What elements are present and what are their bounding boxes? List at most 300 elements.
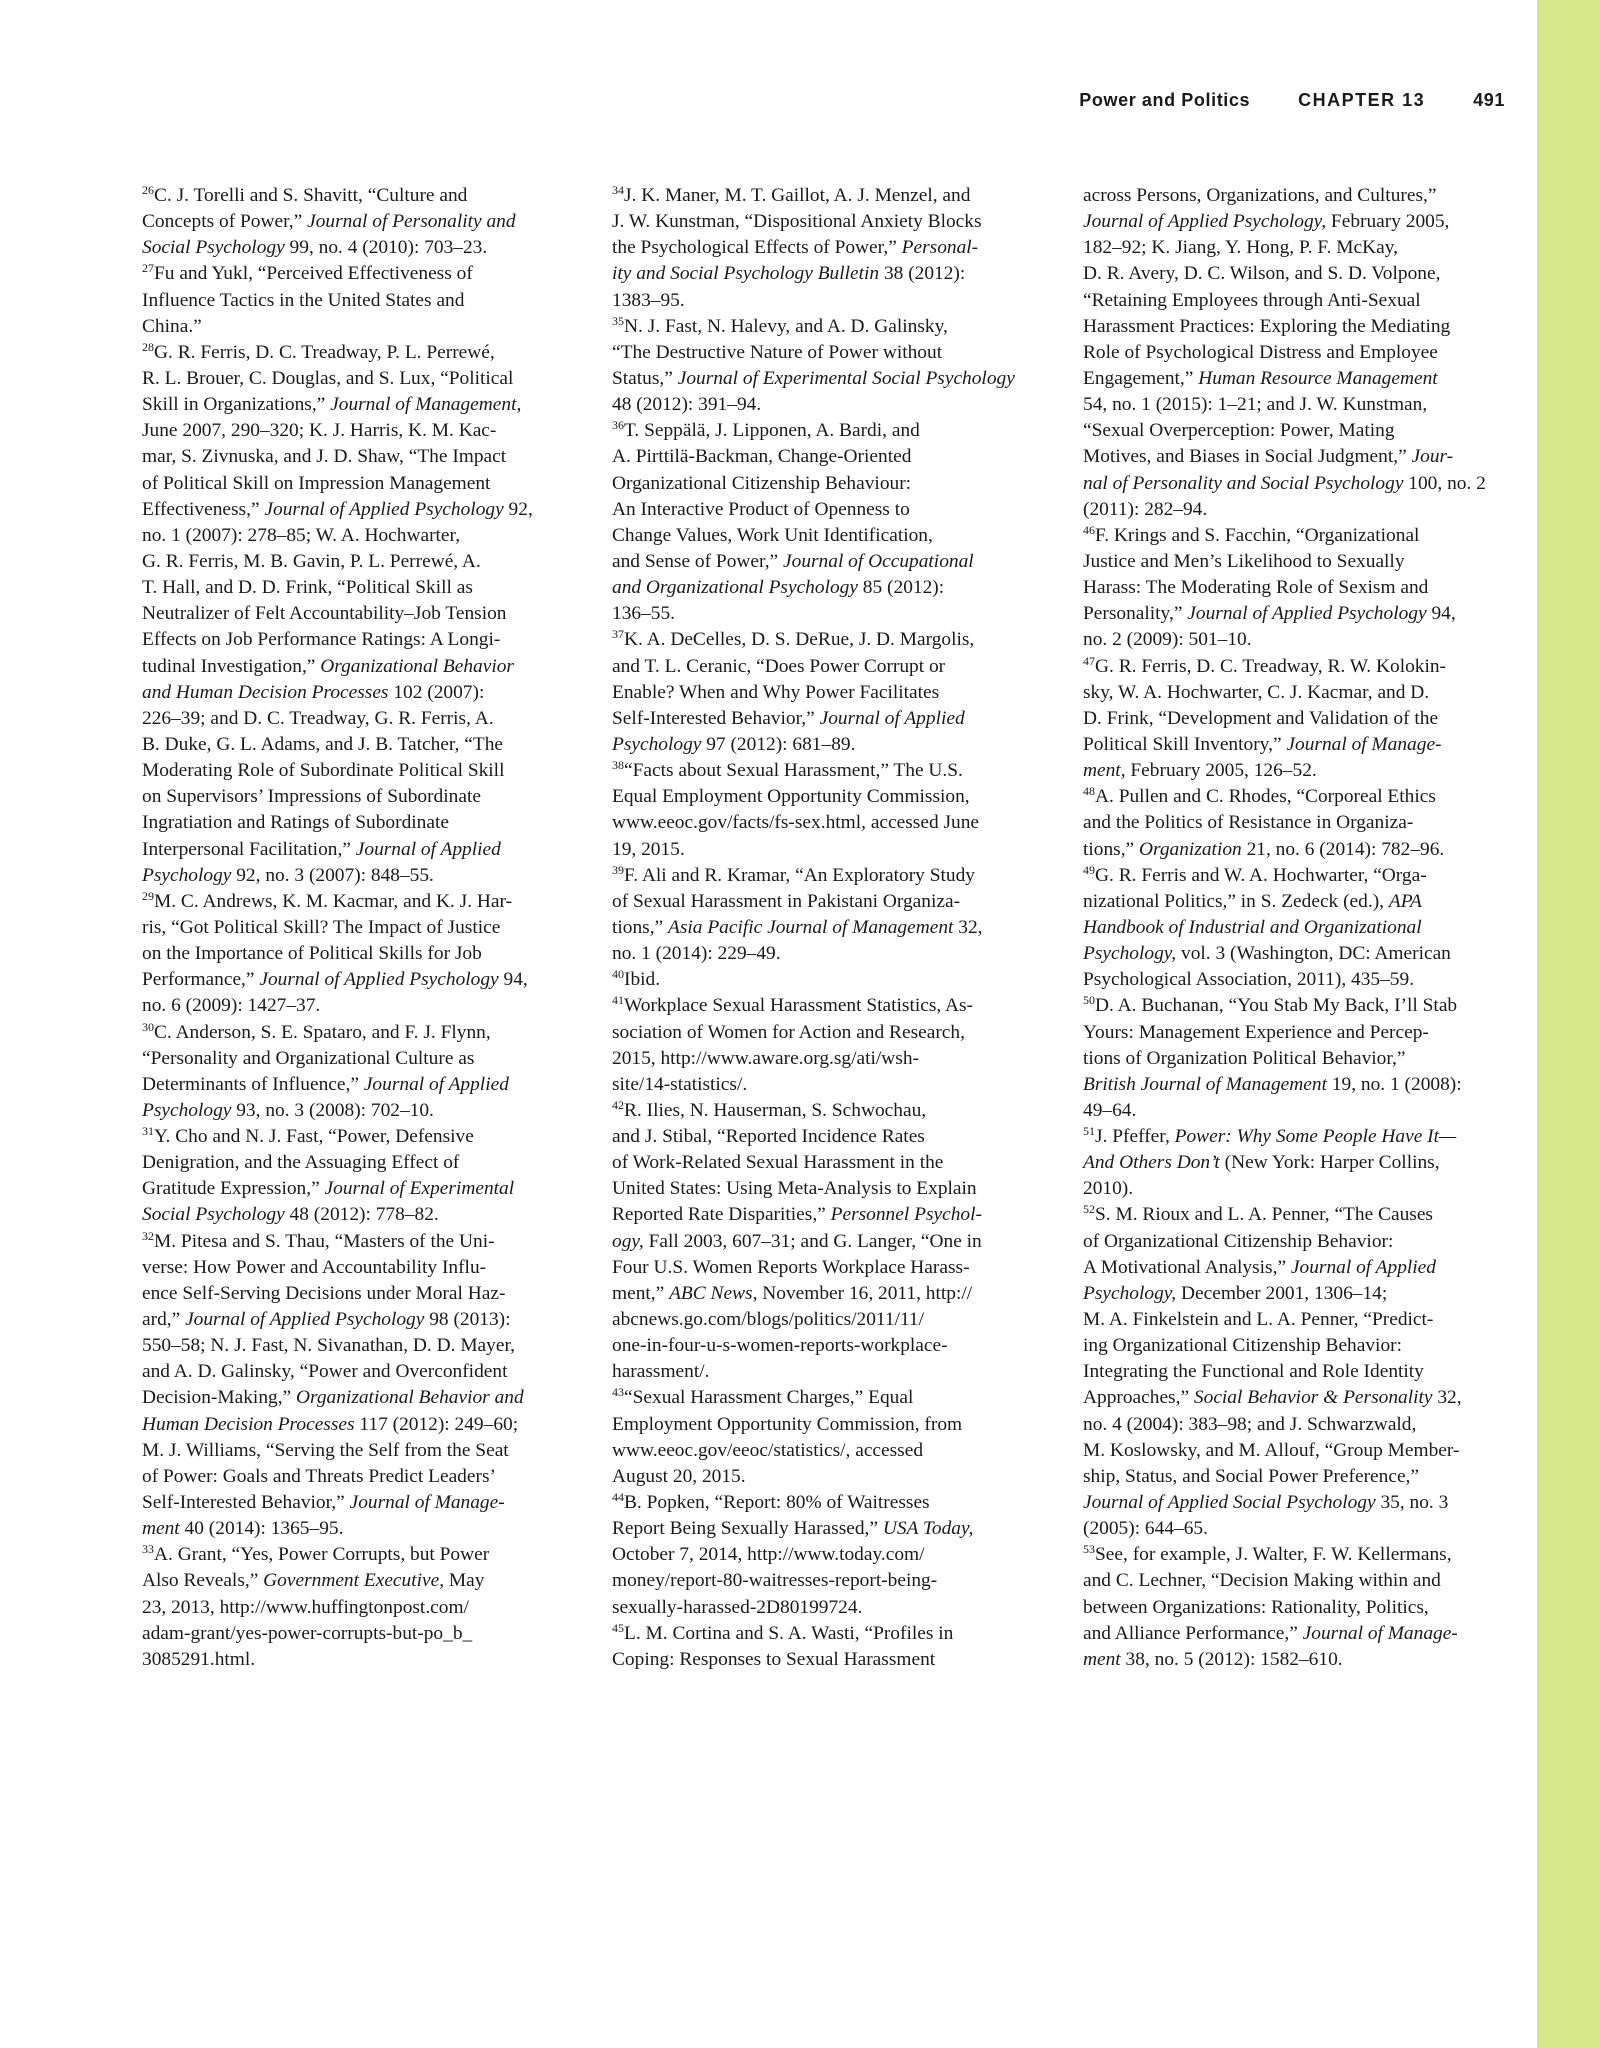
note-text: ment,” [612,1282,670,1304]
note-text: “Personality and Organizational Culture as [142,1047,475,1069]
note-line [1083,941,1501,967]
italic-text: Personnel Psychol- [830,1204,982,1226]
note-text: Gratitude Expression,” [142,1178,325,1200]
page-number: 491 [1473,90,1505,110]
note-text: no. 2 (2009): 501–10. [1083,629,1252,651]
note-line [1083,993,1501,1019]
note-line [142,340,560,366]
note-text: Y. Cho and N. J. Fast, “Power, Defensive [154,1126,474,1148]
note-text: 99, no. 4 (2010): 703–23. [284,237,488,259]
note-number: 47 [1083,653,1095,668]
note-line [1083,261,1501,287]
note-number: 40 [612,967,624,982]
note-number: 38 [612,758,624,773]
note-text: no. 6 (2009): 1427–37. [142,995,321,1017]
note-text: Four U.S. Women Reports Workplace Harass- [612,1256,970,1278]
note-text: Concepts of Power,” [142,211,308,233]
note-text: Engagement,” [1083,367,1199,389]
note-text: M. Pitesa and S. Thau, “Masters of the Uni- [154,1230,495,1252]
note-number: 37 [612,627,624,642]
note-text: between Organizations: Rationality, Politics, [1083,1596,1429,1618]
note-line [612,1412,1030,1438]
italic-text: and Human Decision Processes [142,681,389,703]
note-line [612,1176,1030,1202]
note-text: 23, 2013, http://www.huffingtonpost.com/ [142,1596,469,1618]
note-line [142,1046,560,1072]
italic-text: Psychology [142,1099,232,1121]
italic-text: USA Today, [882,1518,974,1540]
note-line [142,1098,560,1124]
note-text: 48 (2012): 778–82. [284,1204,439,1226]
note-line [612,1359,1030,1385]
note-line [612,1098,1030,1124]
note-line [1083,654,1501,680]
italic-text: Journal of Applied Psychology [259,969,499,991]
note-line [1083,1333,1501,1359]
note-text: Role of Psychological Distress and Employee [1083,341,1438,363]
note-text: B. Popken, “Report: 80% of Waitresses [624,1492,930,1514]
note-line [1083,1595,1501,1621]
italic-text: ment [1083,1648,1121,1670]
note-line [142,261,560,287]
note-text: Skill in Organizations,” [142,394,331,416]
note-text: Fall 2003, 607–31; and G. Langer, “One in [643,1230,982,1252]
note-text: site/14-statistics/. [612,1073,748,1095]
note-text: 38 (2012): [879,263,966,285]
note-text: August 20, 2015. [612,1465,746,1487]
note-line [142,706,560,732]
note-text: Decision-Making,” [142,1387,297,1409]
italic-text: Personal- [901,237,979,259]
note-text: ence Self-Serving Decisions under Moral Haz- [142,1282,506,1304]
note-text: Self-Interested Behavior,” [612,707,820,729]
note-text: “Retaining Employees through Anti-Sexual [1083,289,1421,311]
note-line [142,837,560,863]
note-text: harassment/. [612,1361,710,1383]
note-line [1083,1046,1501,1072]
note-text: November 16, 2011, http:// [757,1282,973,1304]
note-line [1083,471,1501,497]
note-line [142,288,560,314]
note-text: adam-grant/yes-power-corrupts-but-po_b_ [142,1622,473,1644]
note-line [612,392,1030,418]
note-text: and C. Lechner, “Decision Making within and [1083,1570,1441,1592]
note-line [1083,1464,1501,1490]
note-line [612,863,1030,889]
note-line [142,1385,560,1411]
note-text: Harassment Practices: Exploring the Mediating [1083,315,1451,337]
note-line [612,1255,1030,1281]
note-text: Self-Interested Behavior,” [142,1492,350,1514]
italic-text: ABC News, [669,1282,758,1304]
note-line [1083,1229,1501,1255]
note-text: the Psychological Effects of Power,” [612,237,902,259]
note-text: T. Seppälä, J. Lipponen, A. Bardi, and [624,420,920,442]
note-line [1083,1621,1501,1647]
note-line [1083,1647,1501,1673]
note-text: Approaches,” [1083,1387,1194,1409]
note-line [612,1464,1030,1490]
italic-text: Psychology [142,864,232,886]
italic-text: Journal of Management, [330,394,522,416]
note-text: D. A. Buchanan, “You Stab My Back, I’ll Stab [1095,995,1458,1017]
note-text: 182–92; K. Jiang, Y. Hong, P. F. McKay, [1083,237,1398,259]
note-number: 41 [612,993,624,1008]
italic-text: Asia Pacific Journal of Management [668,916,954,938]
note-text: vol. 3 (Washington, DC: American [1176,943,1451,965]
note-text: 117 (2012): 249–60; [354,1413,519,1435]
note-text: of Power: Goals and Threats Predict Leaders’ [142,1465,496,1487]
note-line [612,1229,1030,1255]
note-line [1083,209,1501,235]
note-text: ris, “Got Political Skill? The Impact of Justice [142,916,501,938]
note-text: 19, 2015. [612,838,685,860]
italic-text: ment [142,1518,180,1540]
note-line [1083,915,1501,941]
note-number: 27 [142,261,154,276]
note-number: 42 [612,1097,624,1112]
note-text: K. A. DeCelles, D. S. DeRue, J. D. Margolis, [624,629,975,651]
note-line [1083,967,1501,993]
note-text: 92, [503,498,533,520]
note-line [142,497,560,523]
note-text: 35, no. 3 [1375,1492,1449,1514]
note-text: Justice and Men’s Likelihood to Sexually [1083,550,1405,572]
note-line [1083,1359,1501,1385]
note-line [612,471,1030,497]
note-text: abcnews.go.com/blogs/politics/2011/11/ [612,1309,925,1331]
note-text: B. Duke, G. L. Adams, and J. B. Tatcher, “The [142,733,504,755]
note-text: J. W. Kunstman, “Dispositional Anxiety Blocks [612,211,982,233]
note-number: 34 [612,183,624,197]
note-text: Reported Rate Disparities,” [612,1204,831,1226]
note-number: 29 [142,888,154,903]
note-text: “Sexual Overperception: Power, Mating [1083,420,1395,442]
note-line [1083,497,1501,523]
note-line [142,1229,560,1255]
note-line [612,1647,1030,1673]
note-text: G. R. Ferris, M. B. Gavin, P. L. Perrewé, A. [142,550,481,572]
note-line [612,784,1030,810]
italic-text: Journal of Experimental [324,1178,515,1200]
italic-text: Human Decision Processes [142,1413,355,1435]
note-text: Determinants of Influence,” [142,1073,364,1095]
note-number: 39 [612,862,624,877]
note-text: verse: How Power and Accountability Influ- [142,1256,487,1278]
note-text: M. Koslowsky, and M. Allouf, “Group Member- [1083,1439,1460,1461]
note-line [142,1333,560,1359]
note-text: on the Importance of Political Skills for Job [142,943,482,965]
note-line [1083,1072,1501,1098]
italic-text: Journal of Applied [363,1073,509,1095]
italic-text: Journal of Applied Psychology [185,1309,425,1331]
note-text: Effects on Job Performance Ratings: A Longi- [142,629,501,651]
note-line [612,1202,1030,1228]
note-line [142,627,560,653]
note-text: L. M. Cortina and S. A. Wasti, “Profiles in [624,1622,954,1644]
note-line [142,915,560,941]
note-text: 21, no. 6 (2014): 782–96. [1241,838,1445,860]
note-text: ship, Status, and Social Power Preference,” [1083,1465,1420,1487]
note-line [612,601,1030,627]
note-line [1083,1124,1501,1150]
note-text: Political Skill Inventory,” [1083,733,1287,755]
note-line [142,601,560,627]
note-line [142,183,560,209]
note-text: R. Ilies, N. Hauserman, S. Schwochau, [624,1099,927,1121]
note-text: www.eeoc.gov/eeoc/statistics/, accessed [612,1439,924,1461]
note-text: 85 (2012): [857,577,945,599]
note-line [612,1516,1030,1542]
note-line [142,1202,560,1228]
note-line [1083,575,1501,601]
note-text: of Sexual Harassment in Pakistani Organiza- [612,890,961,912]
running-head [1079,90,1505,120]
note-line [612,732,1030,758]
note-line [1083,627,1501,653]
note-line [1083,706,1501,732]
note-text: 1383–95. [612,289,685,311]
note-number: 26 [142,183,154,197]
note-line [612,1542,1030,1568]
note-text: An Interactive Product of Openness to [612,498,910,520]
chapter-color-bar [1537,0,1600,2048]
notes-column-1 [142,183,560,1673]
note-text: tions of Organization Political Behavior,” [1083,1047,1406,1069]
note-line [142,1412,560,1438]
note-text: tudinal Investigation,” [142,655,321,677]
note-text: Performance,” [142,969,260,991]
note-text: on Supervisors’ Impressions of Subordinate [142,786,481,808]
note-line [612,915,1030,941]
note-text: J. Pfeffer, [1095,1126,1175,1148]
note-line [142,863,560,889]
italic-text: Jour- [1411,446,1454,468]
note-number: 35 [612,313,624,328]
note-line [142,1072,560,1098]
note-line [1083,235,1501,261]
note-text: D. Frink, “Development and Validation of the [1083,707,1439,729]
note-text: Denigration, and the Assuaging Effect of [142,1152,460,1174]
note-text: 94, [1426,603,1456,625]
italic-text: Journal of Applied [819,707,965,729]
note-number: 43 [612,1385,624,1400]
note-text: Enable? When and Why Power Facilitates [612,681,940,703]
note-text: Ibid. [624,969,661,991]
note-line [612,1438,1030,1464]
note-line [1083,549,1501,575]
note-line [612,1072,1030,1098]
note-line [142,444,560,470]
italic-text: Journal of Experimental Social Psychology [677,367,1015,389]
note-line [1083,1150,1501,1176]
italic-text: Organization [1139,838,1242,860]
note-line [142,1176,560,1202]
note-text: February 2005, 126–52. [1125,760,1317,782]
note-text: www.eeoc.gov/facts/fs-sex.html, accessed June [612,812,980,834]
note-number: 51 [1083,1124,1095,1139]
note-line [1083,758,1501,784]
note-line [1083,889,1501,915]
note-text: Employment Opportunity Commission, from [612,1413,963,1435]
italic-text: Social Psychology [142,237,285,259]
note-text: 54, no. 1 (2015): 1–21; and J. W. Kunstman, [1083,394,1428,416]
note-text: tions,” [1083,838,1140,860]
note-text: Ingratiation and Ratings of Subordinate [142,812,449,834]
note-line [1083,183,1501,209]
note-line [612,810,1030,836]
note-text: N. J. Fast, N. Halevy, and A. D. Galinsky, [624,315,948,337]
note-text: J. K. Maner, M. T. Gaillot, A. J. Menzel, and [624,185,971,206]
note-text: G. R. Ferris, D. C. Treadway, R. W. Kolokin- [1095,655,1447,677]
note-text: nizational Politics,” in S. Zedeck (ed.), [1083,890,1389,912]
note-text: mar, S. Zivnuska, and J. D. Shaw, “The Impact [142,446,507,468]
note-text: 32, [1432,1387,1462,1409]
note-text: and Alliance Performance,” [1083,1622,1303,1644]
note-line [142,1281,560,1307]
note-number: 28 [142,339,154,354]
note-text: Neutralizer of Felt Accountability–Job Tension [142,603,507,625]
note-text: 102 (2007): [388,681,485,703]
note-line [612,1046,1030,1072]
note-line [1083,523,1501,549]
note-line [142,784,560,810]
italic-text: Journal of Applied [355,838,501,860]
note-text: Fu and Yukl, “Perceived Effectiveness of [154,263,473,285]
note-text: sociation of Women for Action and Research, [612,1021,965,1043]
italic-text: ogy, [612,1230,644,1252]
note-line [612,261,1030,287]
note-line [1083,1438,1501,1464]
note-text: G. R. Ferris and W. A. Hochwarter, “Orga- [1095,864,1427,886]
note-text: (New York: Harper Collins, [1219,1152,1440,1174]
note-text: 94, [498,969,528,991]
notes-column-3 [1083,183,1501,1673]
note-text: M. A. Finkelstein and L. A. Penner, “Predict- [1083,1309,1434,1331]
note-text: 2010). [1083,1178,1134,1200]
note-line [1083,340,1501,366]
note-number: 52 [1083,1202,1095,1217]
note-text: China.” [142,315,202,337]
note-line [142,1307,560,1333]
note-text: “The Destructive Nature of Power without [612,341,943,363]
note-line [142,314,560,340]
note-number: 44 [612,1490,624,1505]
note-line [142,1359,560,1385]
note-line [612,183,1030,209]
running-head-section-title: Power and Politics [1079,90,1251,110]
note-text: of Work-Related Sexual Harassment in the [612,1152,944,1174]
italic-text: Journal of Applied Psychology, [1083,211,1327,233]
note-text: Harass: The Moderating Role of Sexism and [1083,577,1429,599]
note-line [142,1568,560,1594]
italic-text: Handbook of Industrial and Organizational [1083,916,1422,938]
note-line [1083,314,1501,340]
note-line [142,209,560,235]
note-line [612,706,1030,732]
note-line [612,1020,1030,1046]
note-line [612,1124,1030,1150]
note-text: Yours: Management Experience and Percep- [1083,1021,1429,1043]
note-text: Equal Employment Opportunity Commission, [612,786,970,808]
note-line [142,680,560,706]
italic-text: and Organizational Psychology [612,577,858,599]
note-text: F. Krings and S. Facchin, “Organizational [1095,524,1420,546]
note-line [612,889,1030,915]
note-line [1083,1255,1501,1281]
note-text: ard,” [142,1309,186,1331]
note-text: (2005): 644–65. [1083,1518,1208,1540]
note-line [612,941,1030,967]
note-line [612,837,1030,863]
note-number: 32 [142,1228,154,1243]
note-text: no. 1 (2007): 278–85; W. A. Hochwarter, [142,524,461,546]
note-text: Moderating Role of Subordinate Political Skill [142,760,505,782]
note-number: 45 [612,1620,624,1635]
italic-text: Human Resource Management [1198,367,1438,389]
note-text: and A. D. Galinsky, “Power and Overconfident [142,1361,508,1383]
note-line [142,1150,560,1176]
note-text: Motives, and Biases in Social Judgment,” [1083,446,1412,468]
italic-text: Journal of Applied [1290,1256,1436,1278]
note-text: 98 (2013): [424,1309,511,1331]
note-line [612,418,1030,444]
note-line [1083,1281,1501,1307]
note-text: Influence Tactics in the United States and [142,289,465,311]
note-text: M. C. Andrews, K. M. Kacmar, and K. J. Har- [154,890,513,912]
note-line [612,444,1030,470]
note-number: 50 [1083,993,1095,1008]
note-line [612,627,1030,653]
note-line [1083,837,1501,863]
note-line [1083,1020,1501,1046]
note-text: (2011): 282–94. [1083,498,1208,520]
note-text: A. Grant, “Yes, Power Corrupts, but Power [154,1544,490,1566]
note-text: Coping: Responses to Sexual Harassment [612,1648,936,1670]
note-text: tions,” [612,916,669,938]
note-line [1083,444,1501,470]
note-line [142,418,560,444]
italic-text: Social Behavior & Personality [1193,1387,1433,1409]
note-line [612,209,1030,235]
note-line [612,1621,1030,1647]
note-text: D. R. Avery, D. C. Wilson, and S. D. Volpone, [1083,263,1441,285]
note-text: 32, [953,916,983,938]
note-line [612,1595,1030,1621]
note-line [612,523,1030,549]
note-text: Interpersonal Facilitation,” [142,838,356,860]
note-number: 31 [142,1124,154,1139]
note-number: 30 [142,1019,154,1034]
note-line [612,1281,1030,1307]
note-text: F. Ali and R. Kramar, “An Exploratory Study [624,864,975,886]
note-text: and Sense of Power,” [612,550,784,572]
note-line [1083,418,1501,444]
note-text: Effectiveness,” [142,498,265,520]
note-line [612,575,1030,601]
note-line [1083,288,1501,314]
note-line [1083,1307,1501,1333]
note-text: and T. L. Ceranic, “Does Power Corrupt or [612,655,946,677]
italic-text: Journal of Applied Psychology [1187,603,1427,625]
italic-text: Social Psychology [142,1204,285,1226]
note-text: no. 4 (2004): 383–98; and J. Schwarzwald, [1083,1413,1417,1435]
note-text: of Political Skill on Impression Management [142,472,491,494]
note-line [1083,732,1501,758]
note-line [142,810,560,836]
note-text: 40 (2014): 1365–95. [179,1518,344,1540]
note-line [142,235,560,261]
